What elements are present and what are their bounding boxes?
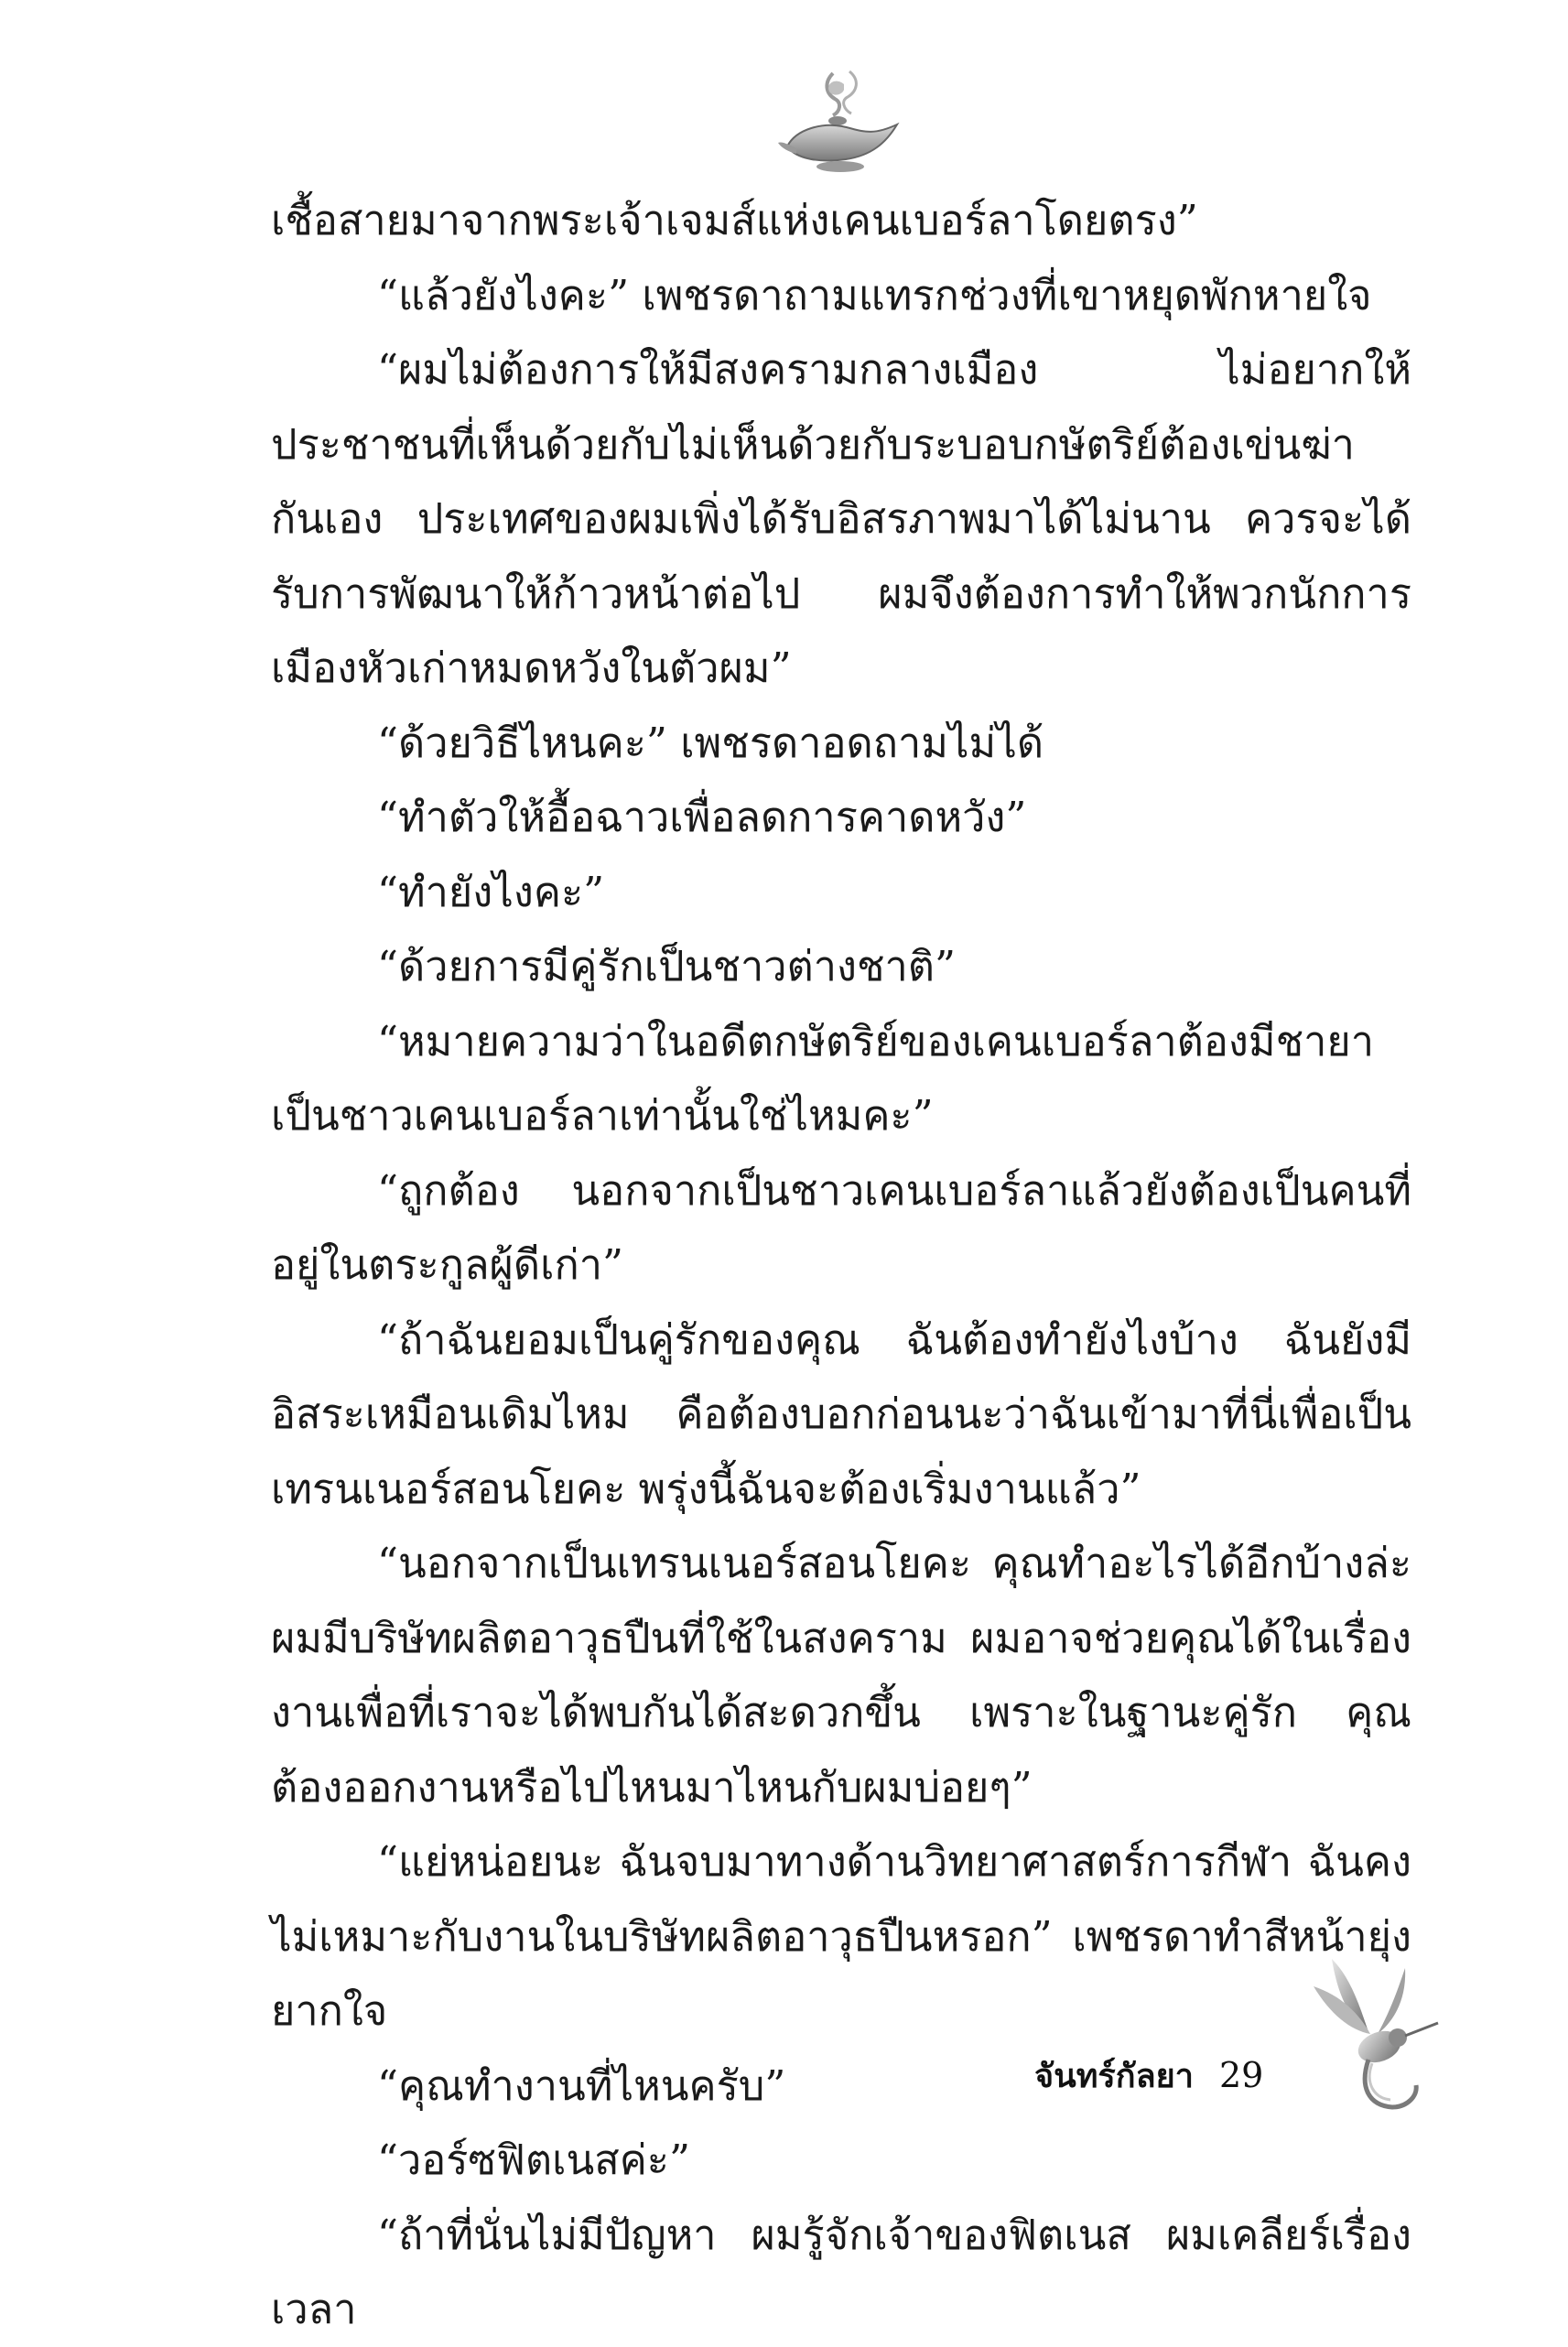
paragraph: “ถูกต้อง นอกจากเป็นชาวเคนเบอร์ลาแล้วยังต้องเป็นคนที่อยู่ในตระกูลผู้ดีเก่า” [271,1165,1411,1289]
paragraph: “ถ้าที่นั่นไม่มีปัญหา ผมรู้จักเจ้าของฟิตเนส ผมเคลียร์เรื่องเวลา [271,2210,1411,2333]
paragraph: “คุณทำงานที่ไหนครับ” [377,2060,786,2110]
page-footer [1034,2043,1263,2107]
paragraph: “ทำตัวให้อื้อฉาวเพื่อลดการคาดหวัง” [377,793,1027,841]
paragraph: “วอร์ซฟิตเนสค่ะ” [377,2136,690,2184]
paragraph: “แล้วยังไงคะ” เพชรดาถามแทรกช่วงที่เขาหยุดพักหายใจ [377,270,1372,319]
paragraph: “ด้วยวิธีไหนคะ” เพชรดาอดถามไม่ได้ [377,718,1044,767]
paragraph: “ด้วยการมีคู่รักเป็นชาวต่างชาติ” [377,942,957,990]
hummingbird-ornament-icon [1304,1950,1442,2119]
paragraph: “ทำยังไงคะ” [377,867,605,916]
paragraph: “ถ้าฉันยอมเป็นคู่รักของคุณ ฉันต้องทำยังไงบ้าง ฉันยังมีอิสระเหมือนเดิมไหม คือต้องบอกก่อนนะว่าฉันเข้ามาที่นี่เพื่อเป็นเทรนเนอร์สอนโยคะ พรุ่งนี้ฉันจะต้องเริ่มงานแล้ว” [271,1314,1411,1513]
lamp-ornament-icon [769,64,906,183]
page-number: 29 [1218,2055,1264,2095]
paragraph: “หมายความว่าในอดีตกษัตริย์ของเคนเบอร์ลาต้องมีชายาเป็นชาวเคนเบอร์ลาเท่านั้นใช่ไหมคะ” [271,1016,1375,1140]
paragraph: “แย่หน่อยนะ ฉันจบมาทางด้านวิทยาศาสตร์การกีฬา ฉันคงไม่เหมาะกับงานในบริษัทผลิตอาวุธปืนหรอก” เพชรดาทำสีหน้ายุ่งยากใจ [271,1837,1411,2035]
book-title: จันทร์กัลยา [1034,2057,1194,2095]
paragraph: เชื้อสายมาจากพระเจ้าเจมส์แห่งเคนเบอร์ลาโดยตรง” [271,196,1198,244]
paragraph: “นอกจากเป็นเทรนเนอร์สอนโยคะ คุณทำอะไรได้อีกบ้างล่ะ ผมมีบริษัทผลิตอาวุธปืนที่ใช้ในสงคราม ผมอาจช่วยคุณได้ในเรื่องงานเพื่อที่เราจะได้พบกันได้สะดวกขึ้น เพราะในฐานะคู่รัก คุณต้องออกงานหรือไปไหนมาไหนกับผมบ่อยๆ” [271,1539,1411,1812]
page-body [271,183,1411,2347]
paragraph: “ผมไม่ต้องการให้มีสงครามกลางเมือง ไม่อยากให้ประชาชนที่เห็นด้วยกับไม่เห็นด้วยกับระบอบกษัตริย์ต้องเข่นฆ่ากันเอง ประเทศของผมเพิ่งได้รับอิสรภาพมาได้ไม่นาน ควรจะได้รับการพัฒนาให้ก้าวหน้าต่อไป ผมจึงต้องการทำให้พวกนักการเมืองหัวเก่าหมดหวังในตัวผม” [271,345,1411,692]
